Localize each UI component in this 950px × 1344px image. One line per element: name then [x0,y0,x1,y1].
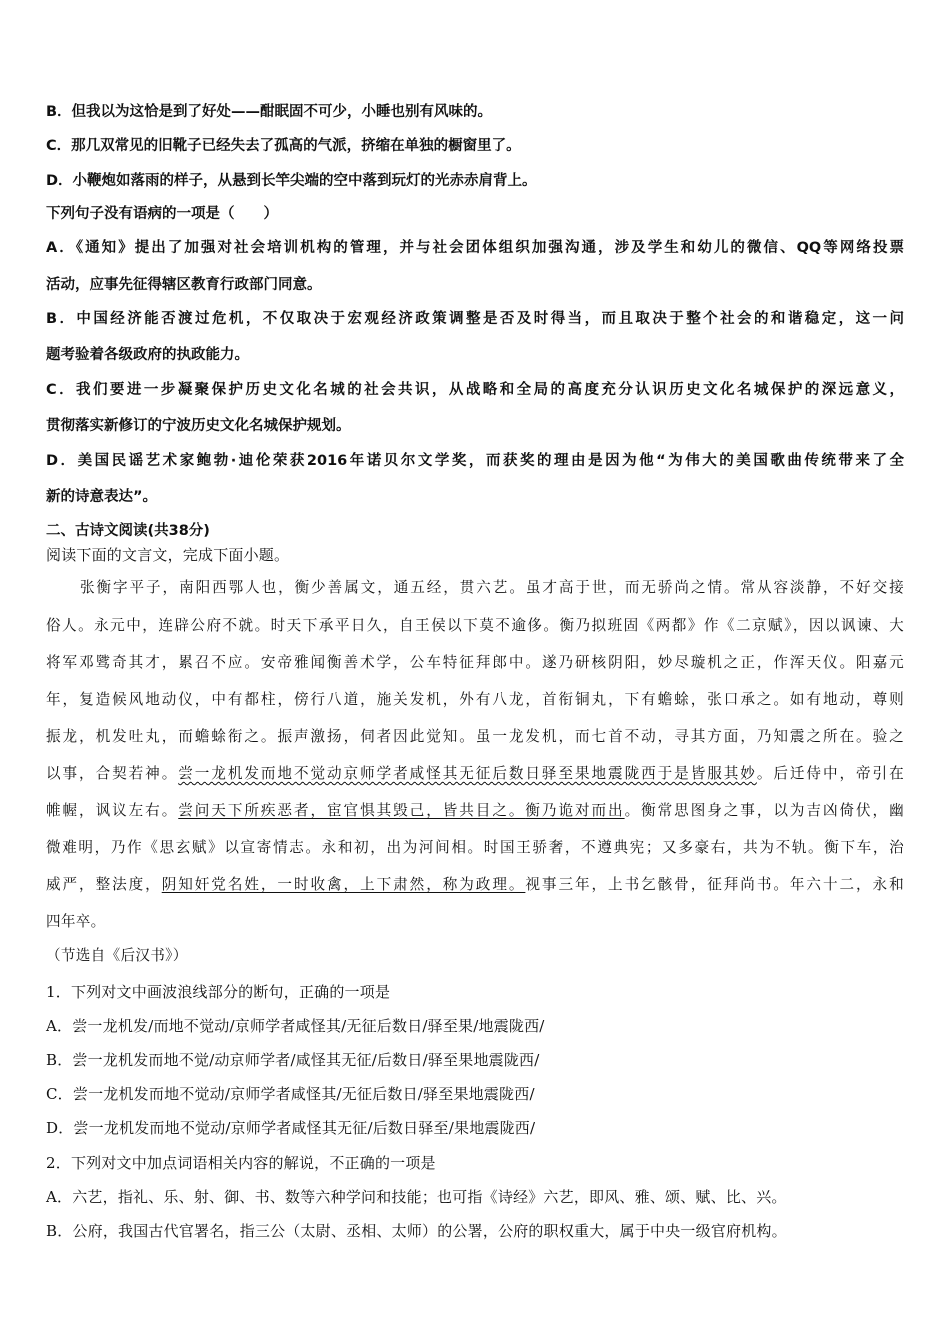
grammar-option-b-line1: B．中国经济能否渡过危机，不仅取决于宏观经济政策调整是否及时得当，而且取决于整个社会的和谐稳定，这一问 [46,311,904,327]
prev-option-c: C．那几双常见的旧靴子已经失去了孤高的气派，挤缩在单独的橱窗里了。 [46,138,521,154]
q1-stem: 1．下列对文中画波浪线部分的断句，正确的一项是 [46,983,391,1001]
passage-text: 。衡常思图身之事，以为吉凶倚伏，幽 [624,802,904,819]
underlined-sentence-1: 尝问天下所疾恶者，宦官惧其毁己，皆共目之。 [178,802,526,819]
passage-line-6 [46,764,904,784]
passage-text: 威严，整法度， [46,876,162,893]
section-heading: 二、古诗文阅读(共38分) [46,523,210,539]
passage-line-10: 四年卒。 [46,913,106,930]
grammar-option-d-line2: 新的诗意表达”。 [46,489,158,505]
passage-line-1: 张衡字平子，南阳西鄂人也，衡少善属文，通五经，贯六艺。虽才高于世，而无骄尚之情。常从容淡静，不好交接 [80,579,904,596]
grammar-option-a-line2: 活动，应事先征得辖区教育行政部门同意。 [46,277,322,293]
passage-line-2: 俗人。永元中，连辟公府不就。时天下承平日久，自王侯以下莫不逾侈。衡乃拟班固《两都》作《二京赋》，因以讽谏、大 [46,617,904,634]
grammar-option-c-line1: C．我们要进一步凝聚保护历史文化名城的社会共识，从战略和全局的高度充分认识历史文化名城保护的深远意义， [46,382,904,398]
passage-text: 视事三年，上书乞骸骨，征拜尚书。年六十二，永和 [525,876,904,893]
underlined-sentence-2: 衡乃诡对而出 [525,802,625,819]
prev-option-d: D．小鞭炮如落雨的样子，从悬到长竿尖端的空中落到玩灯的光赤赤肩背上。 [46,173,537,189]
grammar-option-b-line2: 题考验着各级政府的执政能力。 [46,347,249,363]
passage-line-4: 年，复造候风地动仪，中有都柱，傍行八道，施关发机，外有八龙，首衔铜丸，下有蟾蜍，张口承之。如有地动，尊则 [46,691,904,708]
q2-stem: 2．下列对文中加点词语相关内容的解说，不正确的一项是 [46,1154,436,1172]
wavy-underlined-sentence: 尝一龙机发而地不觉动京师学者咸怪其无征后数日驿至果地震陇西于是皆服其妙 [178,765,757,782]
q1-option-b: B．尝一龙机发而地不觉/动京师学者/咸怪其无征/后数日/驿至果地震陇西/ [46,1051,540,1069]
prev-option-b: B．但我以为这恰是到了好处——酣眠固不可少，小睡也别有风味的。 [46,104,493,120]
passage-text: 以事，合契若神。 [46,765,179,782]
passage-text: 帷幄，讽议左右。 [46,802,179,819]
passage-line-9 [46,875,904,895]
grammar-option-d-line1: D．美国民谣艺术家鲍勃·迪伦荣获2016年诺贝尔文学奖，而获奖的理由是因为他“为伟大的美国歌曲传统带来了全 [46,453,904,469]
passage-line-7 [46,801,904,821]
grammar-option-c-line2: 贯彻落实新修订的宁波历史文化名城保护规划。 [46,418,351,434]
underlined-sentence-3: 阴知奸党名姓，一时收禽，上下肃然，称为政理。 [161,876,526,893]
passage-line-3: 将军邓骘奇其才，累召不应。安帝雅闻衡善术学，公车特征拜郎中。遂乃研核阴阳，妙尽璇机之正，作浑天仪。阳嘉元 [46,654,904,671]
q1-option-a: A．尝一龙机发/而地不觉动/京师学者咸怪其/无征后数日/驿至果/地震陇西/ [46,1017,545,1035]
q2-option-a: A．六艺，指礼、乐、射、御、书、数等六种学问和技能；也可指《诗经》六艺，即风、雅、颂、赋、比、兴。 [46,1188,787,1206]
q1-option-c: C．尝一龙机发而地不觉动/京师学者咸怪其/无征后数日/驿至果地震陇西/ [46,1085,535,1103]
passage-source: （节选自《后汉书》） [46,947,188,964]
grammar-question-stem: 下列句子没有语病的一项是（ ） [46,206,278,222]
section-instruction: 阅读下面的文言文，完成下面小题。 [46,546,290,564]
q1-option-d: D．尝一龙机发而地不觉动/京师学者咸怪其无征/后数日驿至/果地震陇西/ [46,1119,536,1137]
passage-text: 。后迁侍中，帝引在 [756,765,904,782]
q2-option-b: B．公府，我国古代官署名，指三公（太尉、丞相、太师）的公署，公府的职权重大，属于中央一级官府机构。 [46,1222,787,1240]
passage-line-8: 微难明，乃作《思玄赋》以宣寄情志。永和初，出为河间相。时国王骄奢，不遵典宪；又多豪右，共为不轨。衡下车，治 [46,839,904,856]
grammar-option-a-line1: A．《通知》提出了加强对社会培训机构的管理，并与社会团体组织加强沟通，涉及学生和幼儿的微信、QQ等网络投票 [46,240,904,256]
passage-line-5: 振龙，机发吐丸，而蟾蜍衔之。振声激扬，伺者因此觉知。虽一龙发机，而七首不动，寻其方面，乃知震之所在。验之 [46,728,904,745]
